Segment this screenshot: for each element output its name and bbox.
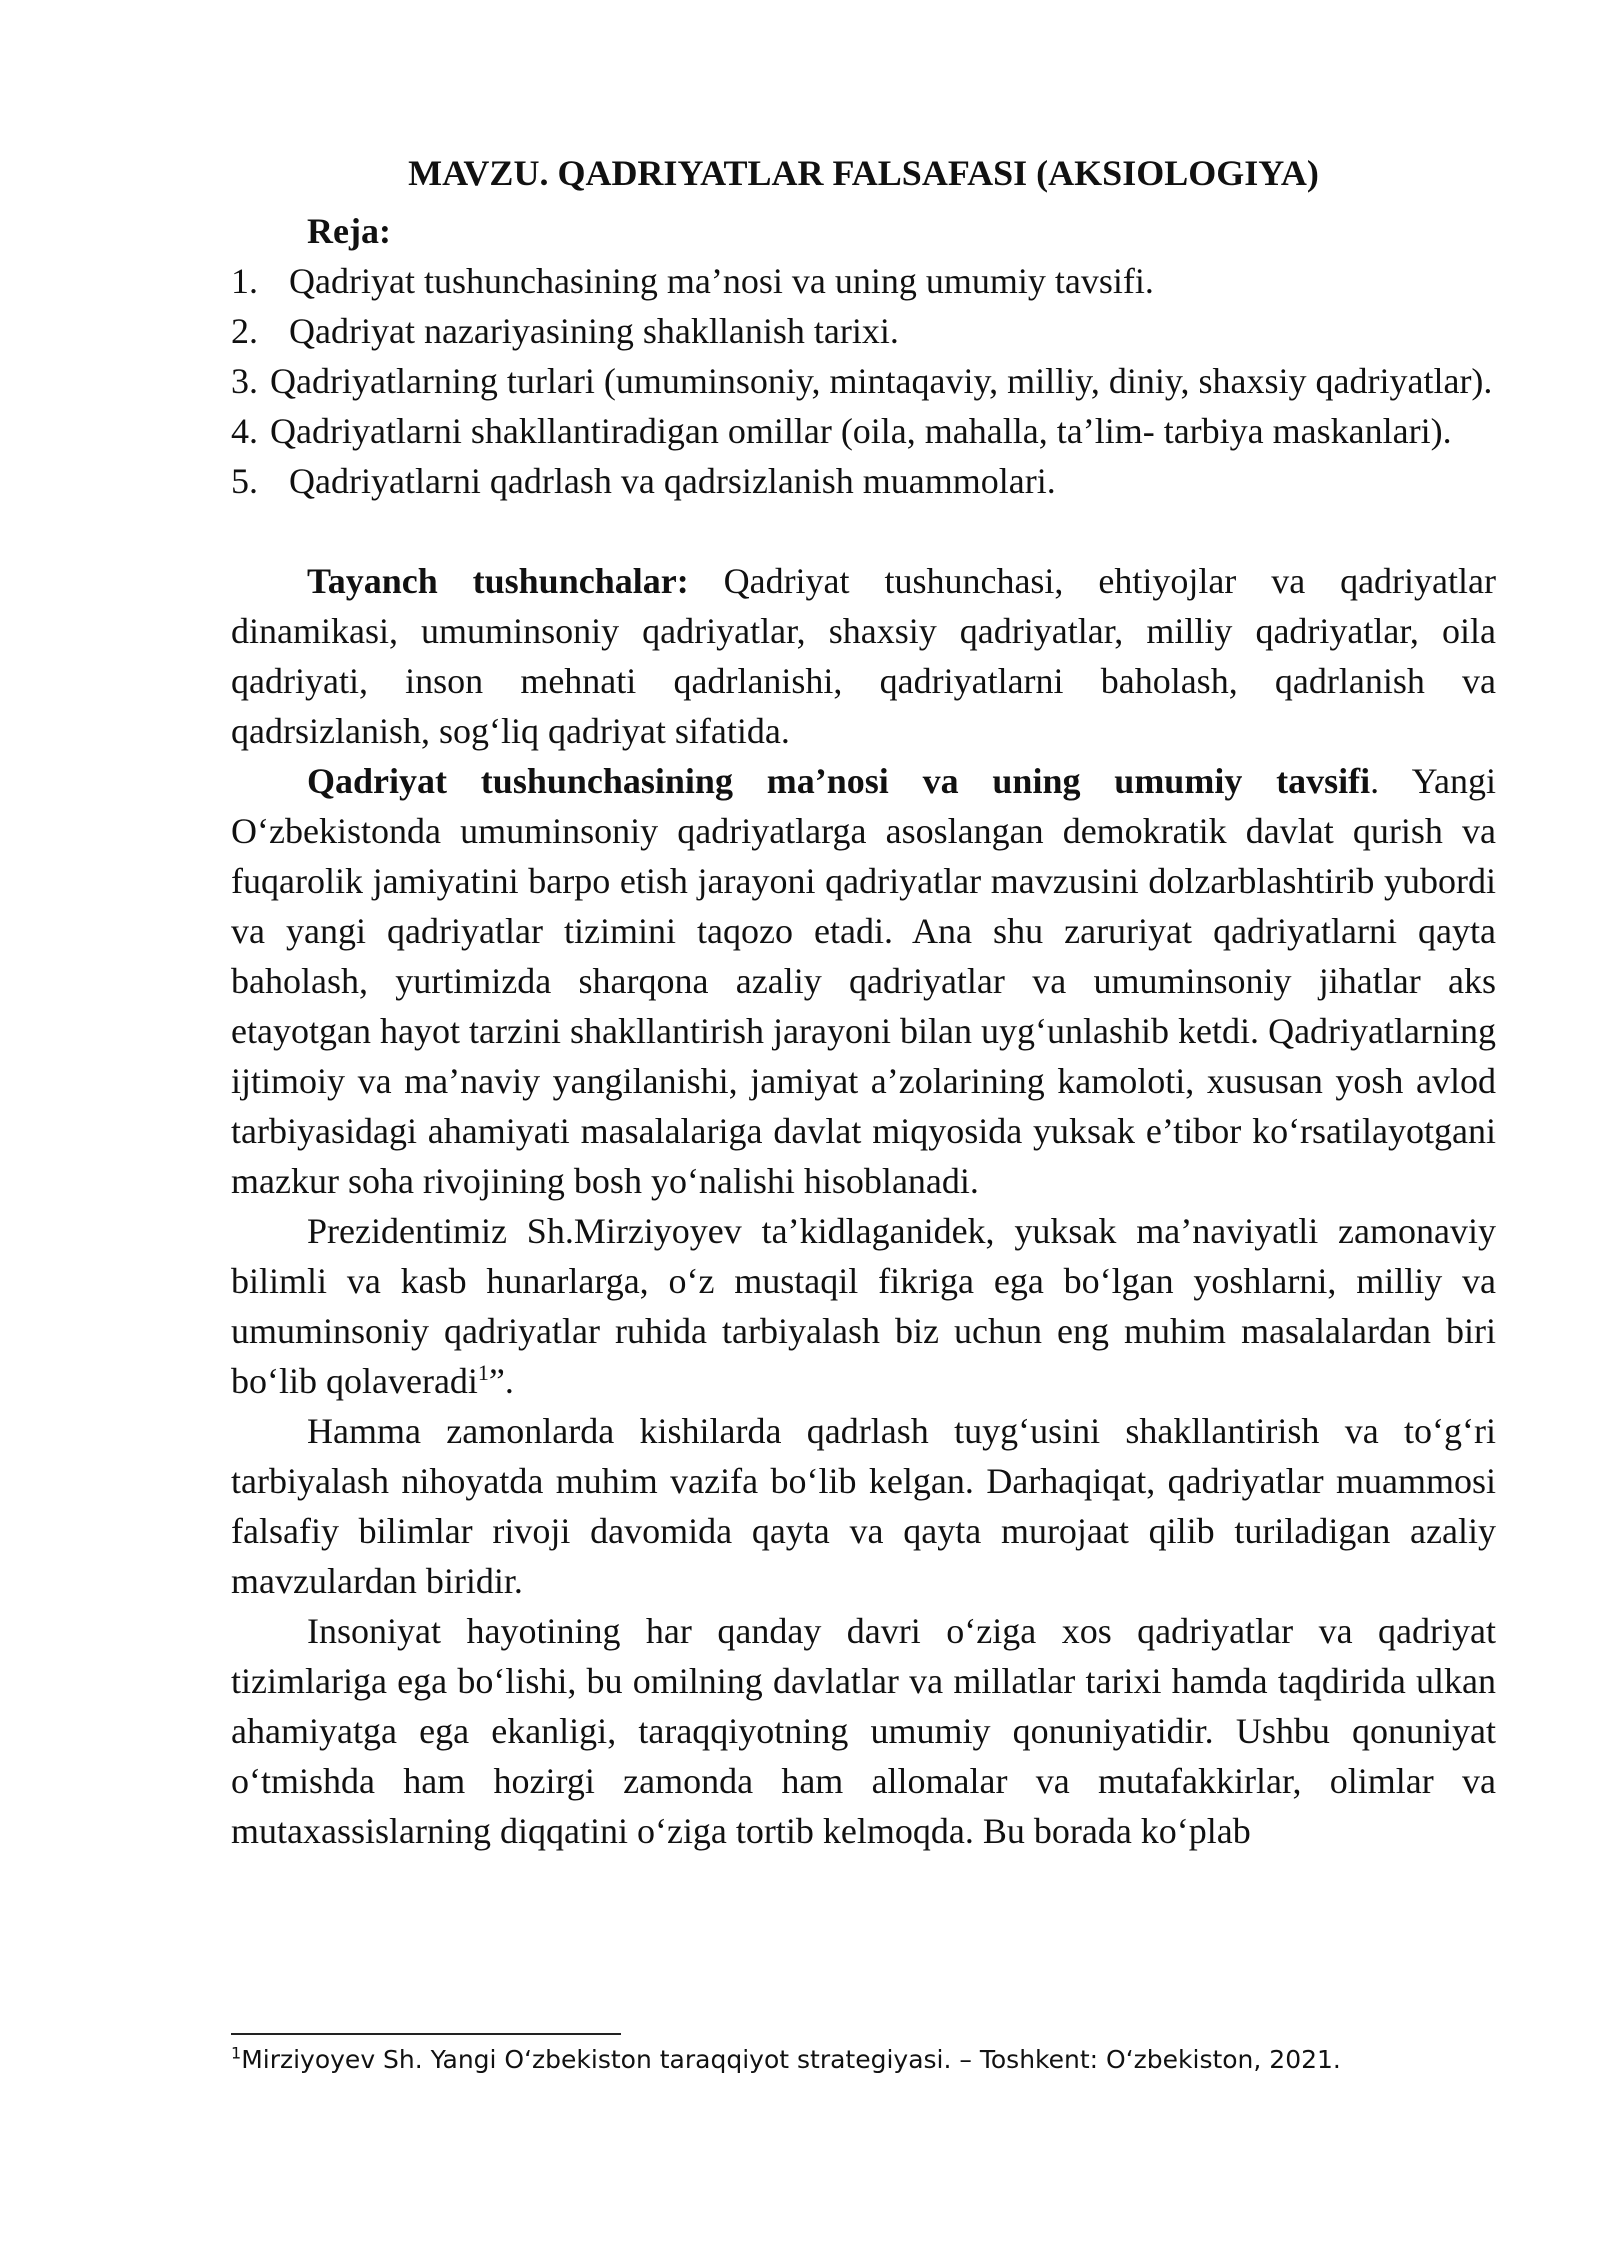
- paragraph-text: Prezidentimiz Sh.Mirziyoyev ta’kidlaganidek, yuksak ma’naviyatli zamonaviy bilimli va kasb hunarlarga, o‘z mustaqil fikriga ega bo‘lgan yoshlarni, milliy va umuminsoniy qadriyatlar ruhida tarbiyalash biz uchun eng muhim masalalardan biri bo‘lib qolaveradi: [231, 1211, 1496, 1401]
- plan-item-number: 3.: [231, 361, 258, 401]
- body-paragraph: Hamma zamonlarda kishilarda qadrlash tuyg‘usini shakllantirish va to‘g‘ri tarbiyalash nihoyatda muhim vazifa bo‘lib kelgan. Darhaqiqat, qadriyatlar muammosi falsafiy bilimlar rivoji davomida qayta va qayta murojaat qilib turiladigan azaliy mavzulardan biridir.: [231, 1411, 1496, 1601]
- blank-line: [231, 506, 1496, 556]
- section-heading: Qadriyat tushunchasining ma’nosi va uning umumiy tavsifi: [307, 761, 1371, 801]
- plan-item-number: 2.: [231, 311, 258, 351]
- footnote-text: Mirziyoyev Sh. Yangi O‘zbekiston taraqqiyot strategiyasi. – Toshkent: O‘zbekiston, 2021.: [241, 2045, 1341, 2074]
- plan-item-text: Qadriyatlarning turlari (umuminsoniy, mintaqaviy, milliy, diniy, shaxsiy qadriyatlar).: [270, 361, 1493, 401]
- plan-item: [231, 406, 1496, 456]
- key-terms-text: Qadriyat tushunchasi, ehtiyojlar va qadriyatlar dinamikasi, umuminsoniy qadriyatlar, shaxsiy qadriyatlar, milliy qadriyatlar, oila qadriyati, inson mehnati qadrlanishi, qadriyatlarni baholash, qadrlanish va qadrsizlanish, sog‘liq qadriyat sifatida.: [231, 561, 1496, 751]
- plan-item: [231, 356, 1496, 406]
- plan-item: [231, 256, 1496, 306]
- footnote-mark: 1: [231, 2043, 242, 2063]
- plan-heading: Reja:: [307, 211, 391, 251]
- plan-item-text: Qadriyat nazariyasining shakllanish tarixi.: [289, 311, 899, 351]
- body-paragraph: [231, 1206, 1496, 1406]
- plan-item: [231, 306, 1496, 356]
- plan-item-number: 5.: [231, 461, 258, 501]
- plan-item-number: 4.: [231, 411, 258, 451]
- section-paragraph: [231, 756, 1496, 1206]
- document-page: [231, 148, 1496, 1856]
- section-text: . Yangi O‘zbekistonda umuminsoniy qadriyatlarga asoslangan demokratik davlat qurish va fuqarolik jamiyatini barpo etish jarayoni qadriyatlar mavzusini dolzarblashtirib yubordi va yangi qadriyatlar tizimini taqozo etadi. Ana shu zaruriyat qadriyatlarni qayta baholash, yurtimizda sharqona azaliy qadriyatlar va umuminsoniy jihatlar aks etayotgan hayot tarzini shakllantirish jarayoni bilan uyg‘unlashib ketdi. Qadriyatlarning ijtimoiy va ma’naviy yangilanishi, jamiyat a’zolarining kamoloti, xususan yosh avlod tarbiyasidagi ahamiyati masalalariga davlat miqyosida yuksak e’tibor ko‘rsatilayotgani mazkur soha rivojining bosh yo‘nalishi hisoblanadi.: [231, 761, 1496, 1201]
- plan-item-text: Qadriyatlarni shakllantiradigan omillar (oila, mahalla, ta’lim- tarbiya maskanlari).: [270, 411, 1452, 451]
- body-paragraph: Insoniyat hayotining har qanday davri o‘ziga xos qadriyatlar va qadriyat tizimlariga ega bo‘lishi, bu omilning davlatlar va millatlar tarixi hamda taqdirida ulkan ahamiyatga ega ekanligi, taraqqiyotning umumiy qonuniyatidir. Ushbu qonuniyat o‘tmishda ham hozirgi zamonda ham allomalar va mutafakkirlar, olimlar va mutaxassislarning diqqatini o‘ziga tortib kelmoqda. Bu borada ko‘plab: [231, 1611, 1496, 1851]
- footnote: [231, 2042, 1496, 2078]
- plan-item: [231, 456, 1496, 506]
- plan-item-number: 1.: [231, 261, 258, 301]
- footnote-reference[interactable]: 1: [477, 1360, 489, 1385]
- plan-list: [231, 256, 1496, 506]
- paragraph-end: ”.: [488, 1361, 514, 1401]
- footnote-separator: [231, 2033, 621, 2035]
- plan-item-text: Qadriyat tushunchasining ma’nosi va uning umumiy tavsifi.: [289, 261, 1154, 301]
- key-terms-paragraph: [231, 556, 1496, 756]
- plan-item-text: Qadriyatlarni qadrlash va qadrsizlanish muammolari.: [289, 461, 1056, 501]
- key-terms-label: Tayanch tushunchalar:: [307, 561, 689, 601]
- page-title: MAVZU. QADRIYATLAR FALSAFASI (AKSIOLOGIYA): [408, 153, 1319, 193]
